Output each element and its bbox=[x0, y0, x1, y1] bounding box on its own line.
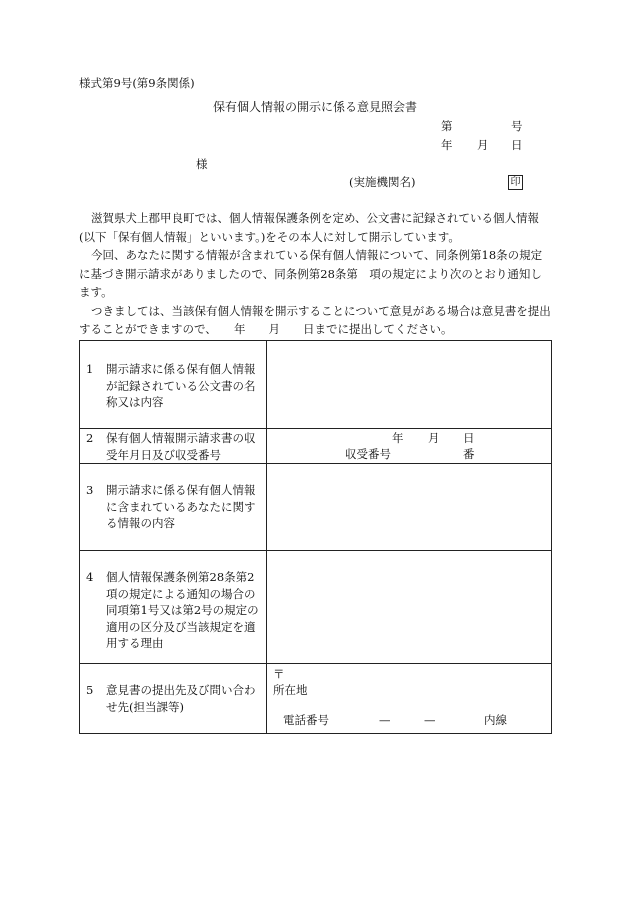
inquiry-table bbox=[79, 340, 552, 734]
row-label-text: 開示請求に係る保有個人情報に含まれているあなたに関する情報の内容 bbox=[106, 483, 256, 530]
row-value-3 bbox=[267, 464, 552, 551]
document-title: 保有個人情報の開示に係る意見照会書 bbox=[213, 100, 418, 114]
row-label-2 bbox=[80, 429, 267, 464]
doc-number-prefix: 第 bbox=[441, 119, 453, 133]
row-number: 4 bbox=[86, 570, 94, 584]
receipt-year: 年 bbox=[392, 431, 404, 445]
row-value-1 bbox=[267, 341, 552, 429]
body-paragraph-2: 今回、あなたに関する情報が含まれている保有個人情報について、同条例第18条の規定に基づき開示請求がありましたので、同条例第28条第 項の規定により次のとおり通知します。 bbox=[79, 248, 543, 299]
row-label-text: 保有個人情報開示請求書の収受年月日及び収受番号 bbox=[106, 431, 256, 462]
row-number: 2 bbox=[86, 431, 94, 445]
row-value-2 bbox=[267, 429, 552, 464]
table-row bbox=[80, 551, 552, 664]
phone-dash-2: — bbox=[424, 713, 436, 727]
receipt-month: 月 bbox=[428, 431, 440, 445]
postal-mark: 〒 bbox=[273, 667, 285, 681]
row-value-5 bbox=[267, 664, 552, 734]
table-row bbox=[80, 664, 552, 734]
extension-label: 内線 bbox=[484, 713, 507, 727]
row-label-4 bbox=[80, 551, 267, 664]
table-row bbox=[80, 464, 552, 551]
phone-label: 電話番号 bbox=[283, 713, 329, 727]
row-label-1 bbox=[80, 341, 267, 429]
agency-name: (実施機関名) bbox=[349, 175, 416, 189]
row-number: 5 bbox=[86, 683, 94, 697]
row-label-5 bbox=[80, 664, 267, 734]
doc-number-suffix: 号 bbox=[511, 119, 523, 133]
table-row bbox=[80, 429, 552, 464]
receipt-number-label: 収受番号 bbox=[345, 447, 391, 461]
body-paragraph-1: 滋賀県犬上郡甲良町では、個人情報保護条例を定め、公文書に記録されている個人情報(以下「保有個人情報」といいます。)をその本人に対して開示しています。 bbox=[79, 211, 540, 244]
seal-icon: 印 bbox=[508, 175, 523, 190]
row-number: 1 bbox=[86, 362, 94, 376]
row-label-text: 個人情報保護条例第28条第2項の規定による通知の場合の同項第1号又は第2号の規定の適用の区分及び当該規定を適用する理由 bbox=[106, 570, 259, 650]
row-value-4 bbox=[267, 551, 552, 664]
row-label-text: 意見書の提出先及び問い合わせ先(担当課等) bbox=[106, 683, 256, 714]
date-month: 月 bbox=[477, 138, 489, 152]
form-number: 様式第9号(第9条関係) bbox=[79, 76, 195, 90]
date-day: 日 bbox=[511, 138, 523, 152]
row-label-text: 開示請求に係る保有個人情報が記録されている公文書の名称又は内容 bbox=[106, 362, 256, 409]
table-row bbox=[80, 341, 552, 429]
date-year: 年 bbox=[441, 138, 453, 152]
receipt-day: 日 bbox=[463, 431, 475, 445]
address-label: 所在地 bbox=[273, 683, 308, 697]
row-number: 3 bbox=[86, 483, 94, 497]
body-text bbox=[79, 209, 551, 339]
seal-mark bbox=[508, 173, 523, 190]
row-label-3 bbox=[80, 464, 267, 551]
receipt-number-suffix: 番 bbox=[463, 447, 475, 461]
body-paragraph-3: つきましては、当該保有個人情報を開示することについて意見がある場合は意見書を提出することができますので、 年 月 日までに提出してください。 bbox=[79, 303, 551, 336]
addressee-suffix: 様 bbox=[196, 157, 208, 171]
phone-dash-1: — bbox=[379, 713, 391, 727]
